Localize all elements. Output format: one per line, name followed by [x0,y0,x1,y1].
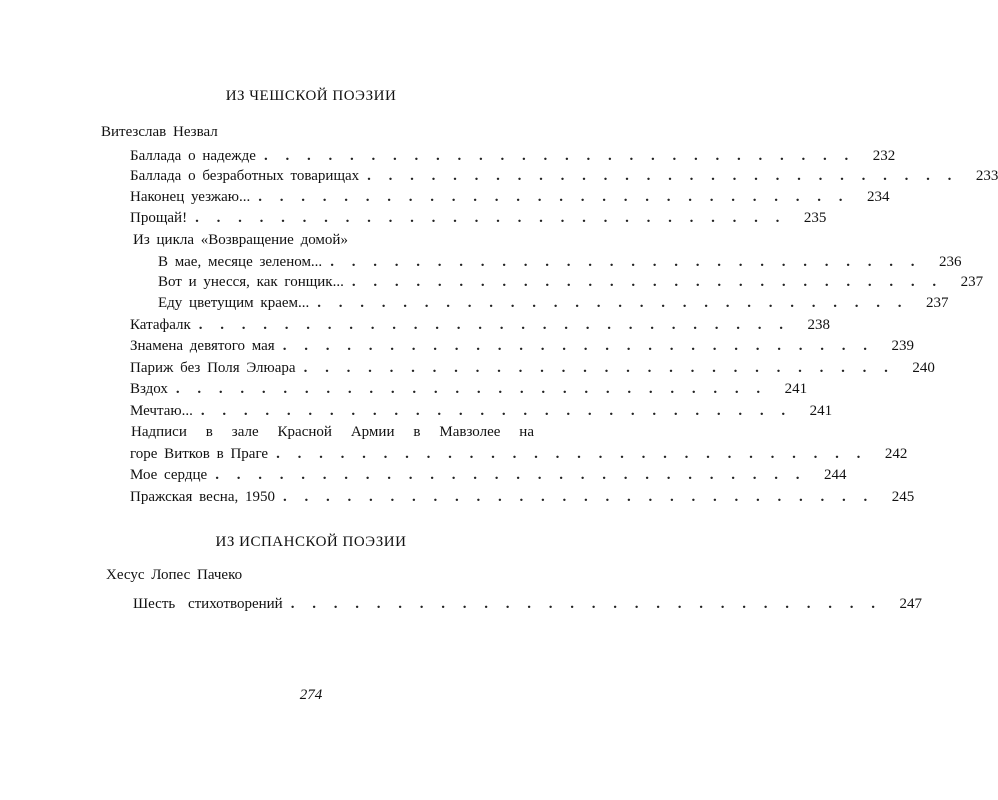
toc-entry[interactable] [130,210,827,230]
toc-entry[interactable] [133,596,922,616]
entry-page: 236 [938,254,962,270]
author-pacheco: Хесус Лопес Пачеко [106,567,243,583]
toc-entry[interactable] [130,360,935,380]
entry-title: Наконец уезжаю... [130,189,251,205]
entry-title: Шесть стихотворений [133,596,283,612]
leader-dots: . . . . . . . . . . . . . . . . . . . . . . . . . . . . [282,338,874,354]
toc-entry[interactable] [158,274,984,294]
cycle-heading: Из цикла «Возвращение домой» [133,232,348,248]
entry-title: Катафалк [130,317,191,333]
toc-entry[interactable] [130,168,998,188]
entry-page: 238 [807,317,831,333]
entry-page: 237 [960,274,984,290]
toc-entry[interactable] [158,295,949,315]
toc-entry[interactable] [158,254,962,274]
entry-page: 232 [872,148,896,164]
toc-entry[interactable] [130,317,831,337]
leader-dots: . . . . . . . . . . . . . . . . . . . . . . . . . . . . [367,168,959,184]
entry-page: 241 [809,403,833,419]
entry-title: Пражская весна, 1950 [130,489,275,505]
toc-entry[interactable] [130,403,833,423]
entry-title-line1[interactable]: Надписи в зале Красной Армии в Мавзолее на [131,424,534,440]
section-heading-czech: ИЗ ЧЕШСКОЙ ПОЭЗИИ [225,88,397,104]
entry-page: 240 [912,360,935,376]
toc-entry[interactable] [130,446,908,466]
entry-title: Еду цветущим краем... [158,295,310,311]
leader-dots: . . . . . . . . . . . . . . . . . . . . . . . . . . . . [290,596,882,612]
leader-dots: . . . . . . . . . . . . . . . . . . . . . . . . . . . . [330,254,922,270]
entry-page: 242 [884,446,908,462]
leader-dots: . . . . . . . . . . . . . . . . . . . . . . . . . . . . [200,403,793,419]
entry-title: Баллада о надежде [130,148,256,164]
entry-title: Вот и унесся, как гонщик... [158,274,344,290]
leader-dots: . . . . . . . . . . . . . . . . . . . . . . . . . . . . [198,317,791,333]
toc-entry[interactable] [130,338,914,358]
toc-entry[interactable] [130,148,896,168]
leader-dots: . . . . . . . . . . . . . . . . . . . . . . . . . . . . [258,189,850,205]
leader-dots: . . . . . . . . . . . . . . . . . . . . . . . . . . . . [317,295,909,311]
entry-page: 247 [899,596,922,612]
entry-title: Мое сердце [130,467,208,483]
leader-dots: . . . . . . . . . . . . . . . . . . . . . . . . . . . . [303,360,895,376]
entry-page: 233 [975,168,998,184]
entry-page: 239 [891,338,914,354]
leader-dots: . . . . . . . . . . . . . . . . . . . . . . . . . . . . [195,210,787,226]
entry-title-line2: горе Витков в Праге [130,446,269,462]
leader-dots: . . . . . . . . . . . . . . . . . . . . . . . . . . . . [263,148,856,164]
leader-dots: . . . . . . . . . . . . . . . . . . . . . . . . . . . . [215,467,807,483]
author-nezval: Витезслав Незвал [101,124,218,140]
entry-title: Вздох [130,381,168,397]
entry-title: Париж без Поля Элюара [130,360,296,376]
toc-entry[interactable] [130,381,808,401]
entry-page: 241 [784,381,808,397]
leader-dots: . . . . . . . . . . . . . . . . . . . . . . . . . . . . [175,381,768,397]
entry-page: 245 [891,489,915,505]
entry-page: 237 [926,295,949,311]
section-heading-spanish: ИЗ ИСПАНСКОЙ ПОЭЗИИ [215,534,407,550]
leader-dots: . . . . . . . . . . . . . . . . . . . . . . . . . . . . [351,274,944,290]
entry-title: Мечтаю... [130,403,193,419]
entry-title: Прощай! [130,210,188,226]
entry-title: В мае, месяце зеленом... [158,254,323,270]
page-number: 274 [299,687,323,703]
entry-title: Баллада о безработных товарищах [130,168,360,184]
toc-entry[interactable] [130,489,915,509]
leader-dots: . . . . . . . . . . . . . . . . . . . . . . . . . . . . [282,489,875,505]
entry-page: 235 [803,210,827,226]
toc-entry[interactable] [130,189,890,209]
entry-page: 234 [867,189,890,205]
entry-title: Знамена девятого мая [130,338,275,354]
leader-dots: . . . . . . . . . . . . . . . . . . . . . . . . . . . . [276,446,868,462]
entry-page: 244 [823,467,847,483]
toc-entry[interactable] [130,467,847,487]
